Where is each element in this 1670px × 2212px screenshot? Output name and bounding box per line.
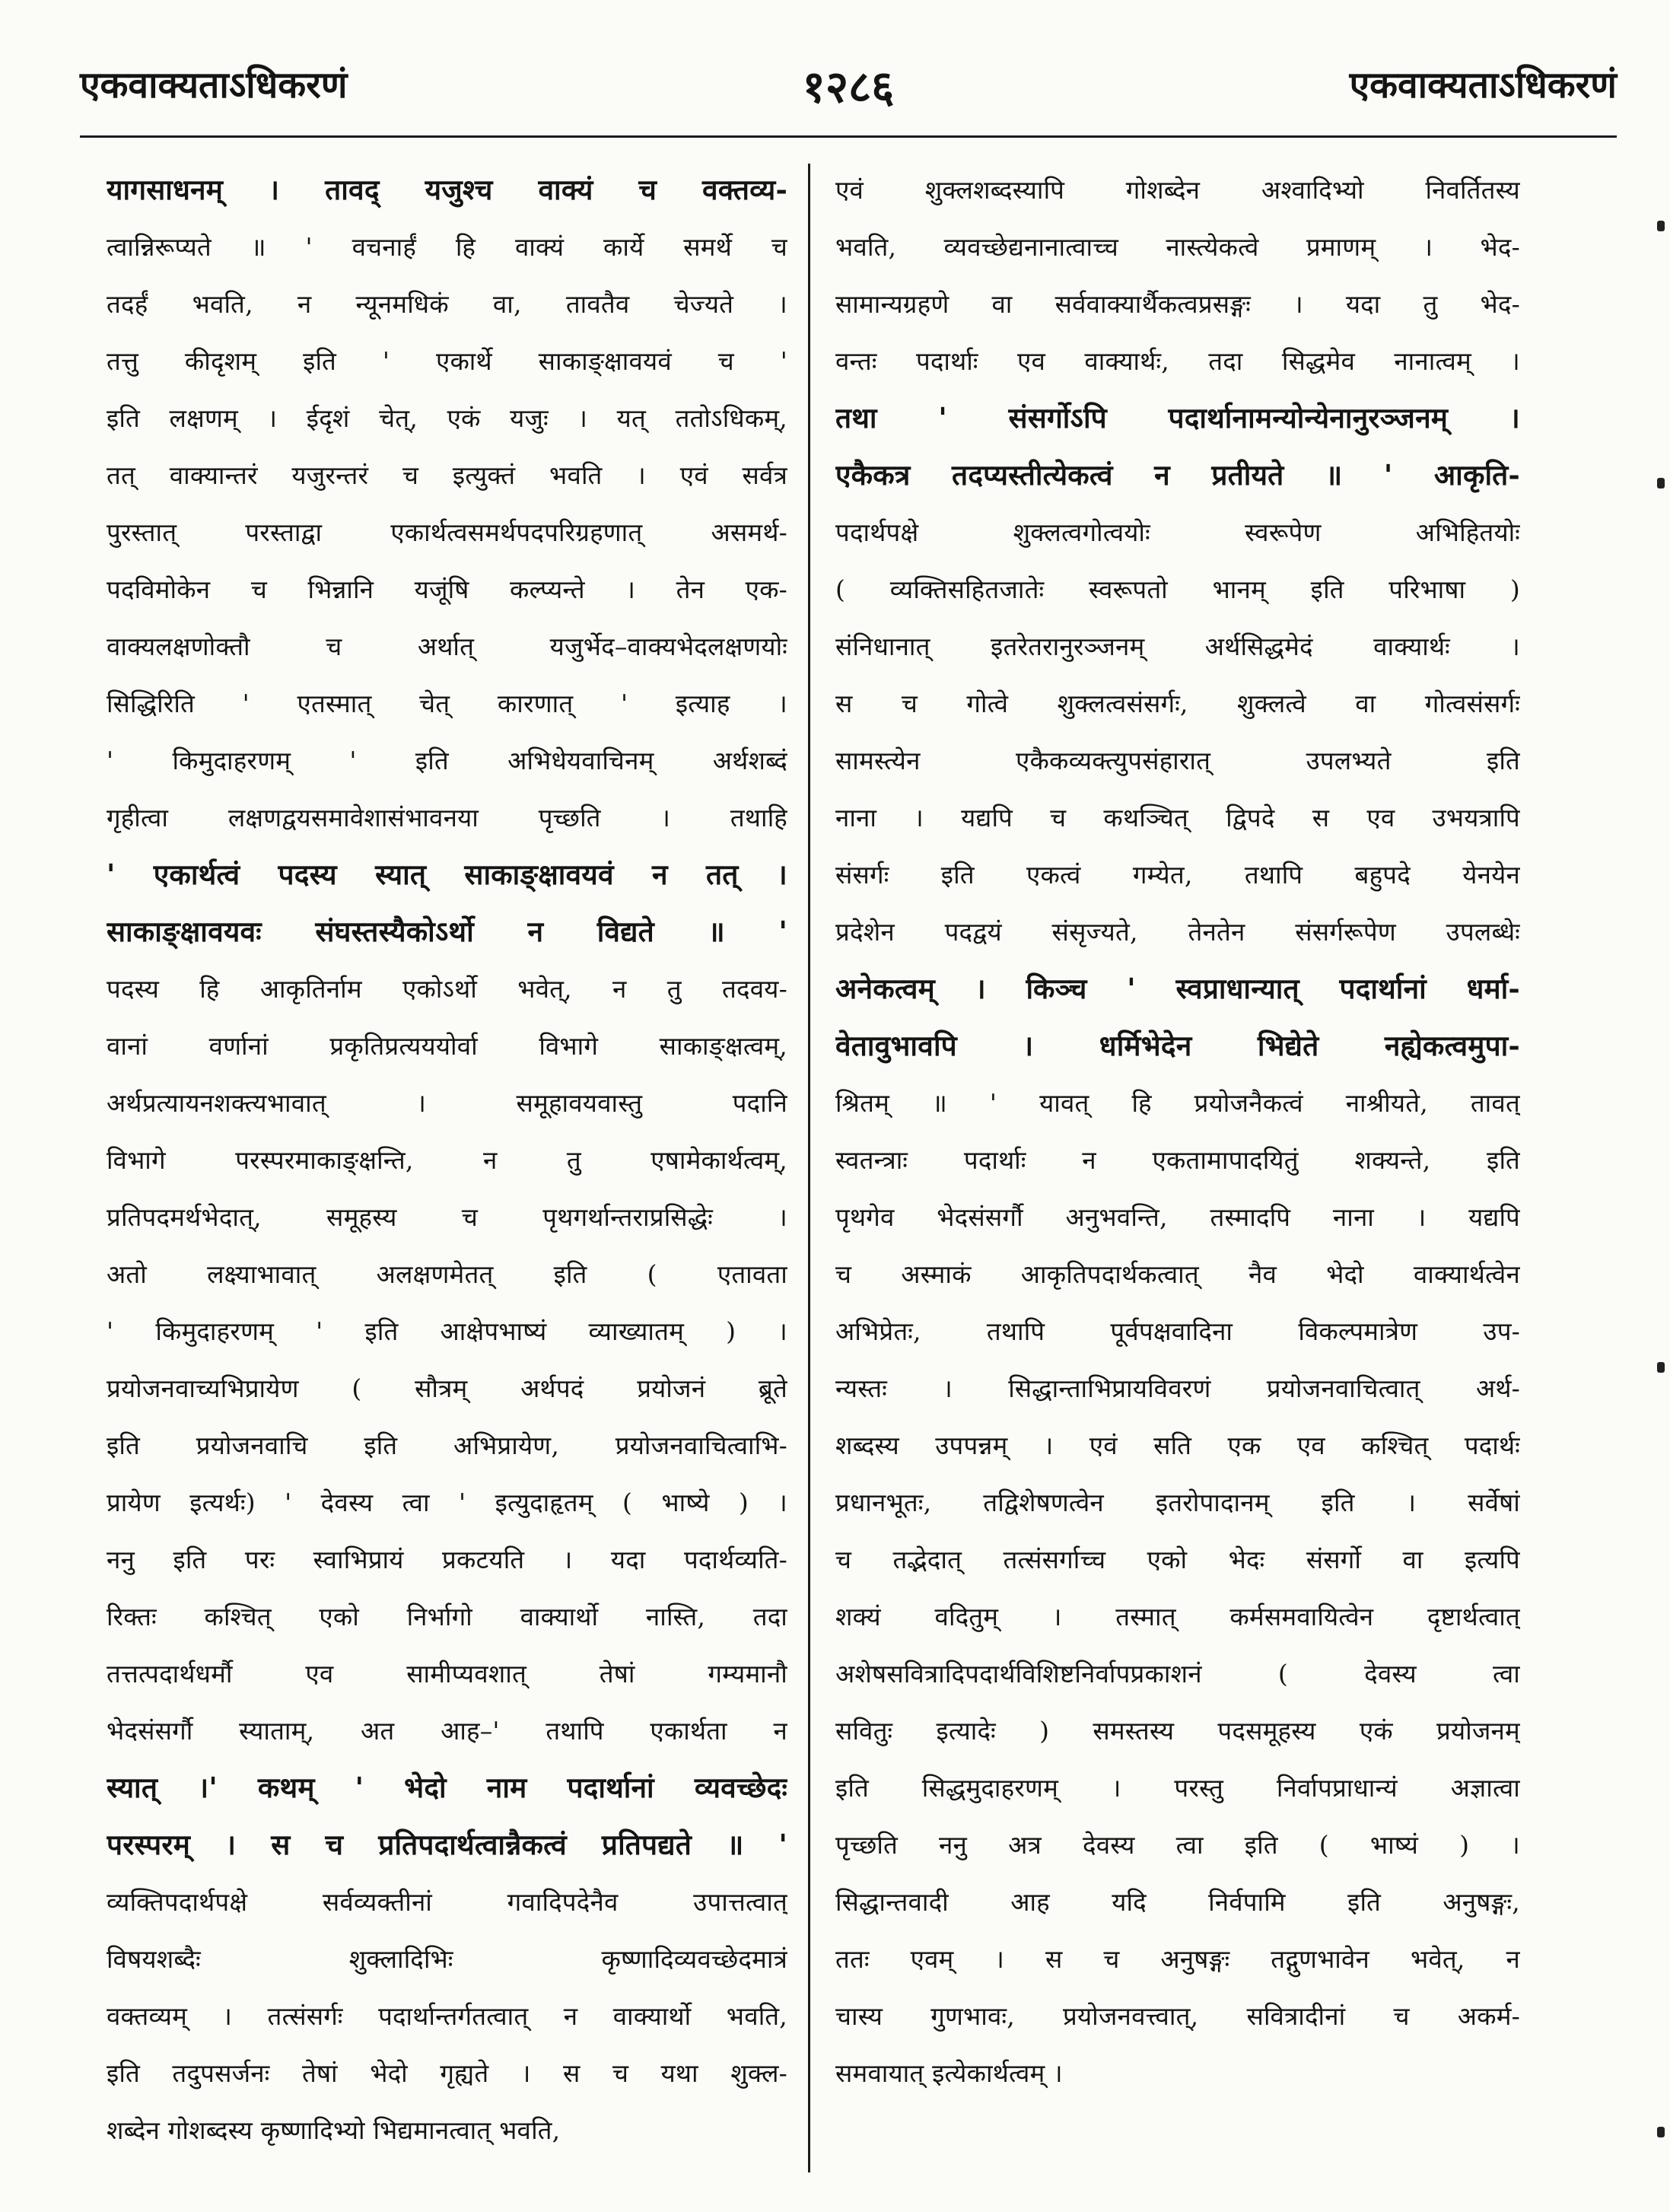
text-line: नाना । यद्यपि च कथञ्चित् द्विपदे स एव उभयत्रापि [835, 803, 1520, 832]
text-line: तत्तत्पदार्थधर्मौ एव सामीप्यवशात् तेषां गम्यमानौ [107, 1659, 787, 1688]
text-line: वानां वर्णानां प्रकृतिप्रत्यययोर्वा विभागे साकाङ्क्षत्वम्, [107, 1031, 787, 1061]
text-line: न्यस्तः । सिद्धान्ताभिप्रायविवरणं प्रयोजनवाचित्वात् अर्थ- [835, 1373, 1520, 1403]
text-line: पृथगेव भेदसंसर्गौ अनुभवन्ति, तस्मादपि नाना । यद्यपि [835, 1202, 1520, 1232]
text-line: चास्य गुणभावः, प्रयोजनवत्त्वात्, सवित्रादीनां च अकर्म- [835, 2001, 1520, 2031]
header-rule [80, 135, 1617, 138]
text-line: ततः एवम् । स च अनुषङ्गः तद्गुणभावेन भवेत्, न [835, 1944, 1520, 1974]
text-line: शब्दस्य उपपन्नम् । एवं सति एक एव कश्चित् पदार्थः [835, 1431, 1520, 1460]
text-line: वाक्यलक्षणोक्तौ च अर्थात् यजुर्भेद–वाक्यभेदलक्षणयोः [107, 632, 787, 661]
left-column [107, 161, 787, 2159]
text-line: च अस्माकं आकृतिपदार्थकत्वात् नैव भेदो वाक्यार्थत्वेन [835, 1259, 1520, 1289]
text-line: भेदसंसर्गौ स्याताम्, अत आह–' तथापि एकार्थता न [107, 1716, 787, 1746]
text-line: तत्तु कीदृशम् इति ' एकार्थे साकाङ्क्षावयवं च ' [107, 346, 787, 376]
text-line: सामान्यग्रहणे वा सर्ववाक्यार्थैकत्वप्रसङ्गः । यदा तु भेद- [835, 289, 1520, 319]
page-number: १२८६ [802, 61, 895, 113]
running-title-right: एकवाक्यताऽधिकरणं [1349, 64, 1617, 107]
text-line: अर्थप्रत्यायनशक्त्यभावात् । समूहावयवास्तु पदानि [107, 1088, 787, 1118]
text-line: पृच्छति ननु अत्र देवस्य त्वा इति ( भाष्यं ) । [835, 1830, 1520, 1860]
text-line: त्वान्निरूप्यते ॥ ' वचनार्हं हि वाक्यं कार्ये समर्थे च [107, 232, 787, 262]
text-line: तथा ' संसर्गोऽपि पदार्थानामन्योन्येनानुरञ्जनम् । [835, 401, 1520, 434]
text-line: संनिधानात् इतरेतरानुरञ्जनम् अर्थसिद्धमेदं वाक्यार्थः । [835, 632, 1520, 661]
text-line: ( व्यक्तिसहितजातेः स्वरूपतो भानम् इति परिभाषा ) [835, 574, 1520, 604]
text-line: इति लक्षणम् । ईदृशं चेत्, एकं यजुः । यत् ततोऽधिकम्, [107, 403, 787, 433]
text-line: विषयशब्दैः शुक्लादिभिः कृष्णादिव्यवच्छेदमात्रं [107, 1944, 787, 1974]
text-line: इति सिद्धमुदाहरणम् । परस्तु निर्वापप्राधान्यं अज्ञात्वा [835, 1773, 1520, 1803]
text-line: साकाङ्क्षावयवः संघस्तस्यैकोऽर्थो न विद्यते ॥ ' [107, 915, 787, 948]
text-line: सामस्त्येन एकैकव्यक्त्युपसंहारात् उपलभ्यते इति [835, 746, 1520, 775]
text-line: स्वतन्त्राः पदार्थाः न एकतामापादयितुं शक्यन्ते, इति [835, 1145, 1520, 1175]
text-line: वक्तव्यम् । तत्संसर्गः पदार्थान्तर्गतत्वात् न वाक्यार्थो भवति, [107, 2001, 787, 2031]
text-line: प्रतिपदमर्थभेदात्, समूहस्य च पृथगर्थान्तराप्रसिद्धेः । [107, 1202, 787, 1232]
text-line: रिक्तः कश्चित् एको निर्भागो वाक्यार्थो नास्ति, तदा [107, 1602, 787, 1631]
text-line: शब्देन गोशब्दस्य कृष्णादिभ्यो भिद्यमानत्वात् भवति, [107, 2115, 561, 2145]
right-column [835, 161, 1520, 2102]
text-line: इति प्रयोजनवाचि इति अभिप्रायेण, प्रयोजनवाचित्वाभि- [107, 1431, 787, 1460]
running-title-left: एकवाक्यताऽधिकरणं [80, 64, 348, 107]
text-line: च तद्भेदात् तत्संसर्गाच्च एको भेदः संसर्गो वा इत्यपि [835, 1545, 1520, 1574]
text-line: भवति, व्यवच्छेद्यनानात्वाच्च नास्त्येकत्वे प्रमाणम् । भेद- [835, 232, 1520, 262]
text-line: सिद्धिरिति ' एतस्मात् चेत् कारणात् ' इत्याह । [107, 689, 787, 718]
text-line: व्यक्तिपदार्थपक्षे सर्वव्यक्तीनां गवादिपदेनैव उपात्तत्वात् [107, 1887, 787, 1917]
scan-edge-mark [1657, 2127, 1665, 2137]
text-line: स्यात् ।' कथम् ' भेदो नाम पदार्थानां व्यवच्छेदः [107, 1771, 787, 1804]
text-line: तदर्हं भवति, न न्यूनमधिकं वा, तावतैव चेज्यते । [107, 289, 787, 319]
scan-edge-mark [1657, 1362, 1665, 1373]
text-line: अनेकत्वम् । किञ्च ' स्वप्राधान्यात् पदार्थानां धर्मा- [835, 972, 1520, 1005]
text-line: इति तदुपसर्जनः तेषां भेदो गृह्यते । स च यथा शुक्ल- [107, 2058, 787, 2088]
text-line: ' किमुदाहरणम् ' इति आक्षेपभाष्यं व्याख्यातम् ) । [107, 1316, 787, 1346]
text-line: प्रदेशेन पदद्वयं संसृज्यते, तेनतेन संसर्गरूपेण उपलब्धेः [835, 917, 1520, 947]
text-line: स च गोत्वे शुक्लत्वसंसर्गः, शुक्लत्वे वा गोत्वसंसर्गः [835, 689, 1520, 718]
text-line: विभागे परस्परमाकाङ्क्षन्ति, न तु एषामेकार्थत्वम्, [107, 1145, 787, 1175]
text-line: प्रधानभूतः, तद्विशेषणत्वेन इतरोपादानम् इति । सर्वेषां [835, 1488, 1520, 1517]
text-line: पदस्य हि आकृतिर्नाम एकोऽर्थो भवेत्, न तु तदवय- [107, 974, 787, 1004]
text-line: तत् वाक्यान्तरं यजुरन्तरं च इत्युक्तं भवति । एवं सर्वत्र [107, 460, 787, 490]
text-line: समवायात् इत्येकार्थत्वम् । [835, 2058, 1063, 2088]
text-line: वेतावुभावपि । धर्मिभेदेन भिद्येते नह्येकत्वमुपा- [835, 1029, 1520, 1062]
text-line: प्रायेण इत्यर्थः) ' देवस्य त्वा ' इत्युदाहृतम् ( भाष्ये ) । [107, 1488, 787, 1517]
text-line: प्रयोजनवाच्यभिप्रायेण ( सौत्रम् अर्थपदं प्रयोजनं ब्रूते [107, 1373, 787, 1403]
text-line: अभिप्रेतः, तथापि पूर्वपक्षवादिना विकल्पमात्रेण उप- [835, 1316, 1520, 1346]
text-line: संसर्गः इति एकत्वं गम्येत, तथापि बहुपदे येनयेन [835, 860, 1520, 890]
text-line: शक्यं वदितुम् । तस्मात् कर्मसमवायित्वेन दृष्टार्थत्वात् [835, 1602, 1520, 1631]
text-line: यागसाधनम् । तावद् यजुश्च वाक्यं च वक्तव्य- [107, 173, 787, 206]
scan-edge-mark [1657, 478, 1665, 489]
text-line: ' किमुदाहरणम् ' इति अभिधेयवाचिनम् अर्थशब्दं [107, 746, 787, 775]
text-line: ' एकार्थत्वं पदस्य स्यात् साकाङ्क्षावयवं न तत् । [107, 858, 787, 891]
text-line: एकैकत्र तदप्यस्तीत्येकत्वं न प्रतीयते ॥ ' आकृति- [835, 458, 1520, 492]
text-line: एवं शुक्लशब्दस्यापि गोशब्देन अश्वादिभ्यो निवर्तितस्य [835, 175, 1520, 205]
scan-edge-mark [1657, 221, 1665, 231]
text-line: अशेषसवित्रादिपदार्थविशिष्टनिर्वापप्रकाशनं ( देवस्य त्वा [835, 1659, 1520, 1688]
text-line: गृहीत्वा लक्षणद्वयसमावेशासंभावनया पृच्छति । तथाहि [107, 803, 787, 832]
running-header [80, 59, 1617, 128]
text-line: वन्तः पदार्थाः एव वाक्यार्थः, तदा सिद्धमेव नानात्वम् । [835, 346, 1520, 376]
text-line: पदार्थपक्षे शुक्लत्वगोत्वयोः स्वरूपेण अभिहितयोः [835, 517, 1520, 547]
text-line: श्रितम् ॥ ' यावत् हि प्रयोजनैकत्वं नाश्रीयते, तावत् [835, 1088, 1520, 1118]
text-line: ननु इति परः स्वाभिप्रायं प्रकटयति । यदा पदार्थव्यति- [107, 1545, 787, 1574]
text-line: अतो लक्ष्याभावात् अलक्षणमेतत् इति ( एतावता [107, 1259, 787, 1289]
text-line: पुरस्तात् परस्ताद्वा एकार्थत्वसमर्थपदपरिग्रहणात् असमर्थ- [107, 517, 787, 547]
text-line: परस्परम् । स च प्रतिपदार्थत्वान्नैकत्वं प्रतिपद्यते ॥ ' [107, 1828, 787, 1861]
text-line: पदविमोकेन च भिन्नानि यजूंषि कल्प्यन्ते । तेन एक- [107, 574, 787, 604]
text-line: सिद्धान्तवादी आह यदि निर्वपामि इति अनुषङ्गः, [835, 1887, 1520, 1917]
column-divider [808, 164, 810, 2172]
text-line: सवितुः इत्यादेः ) समस्तस्य पदसमूहस्य एकं प्रयोजनम् [835, 1716, 1520, 1746]
